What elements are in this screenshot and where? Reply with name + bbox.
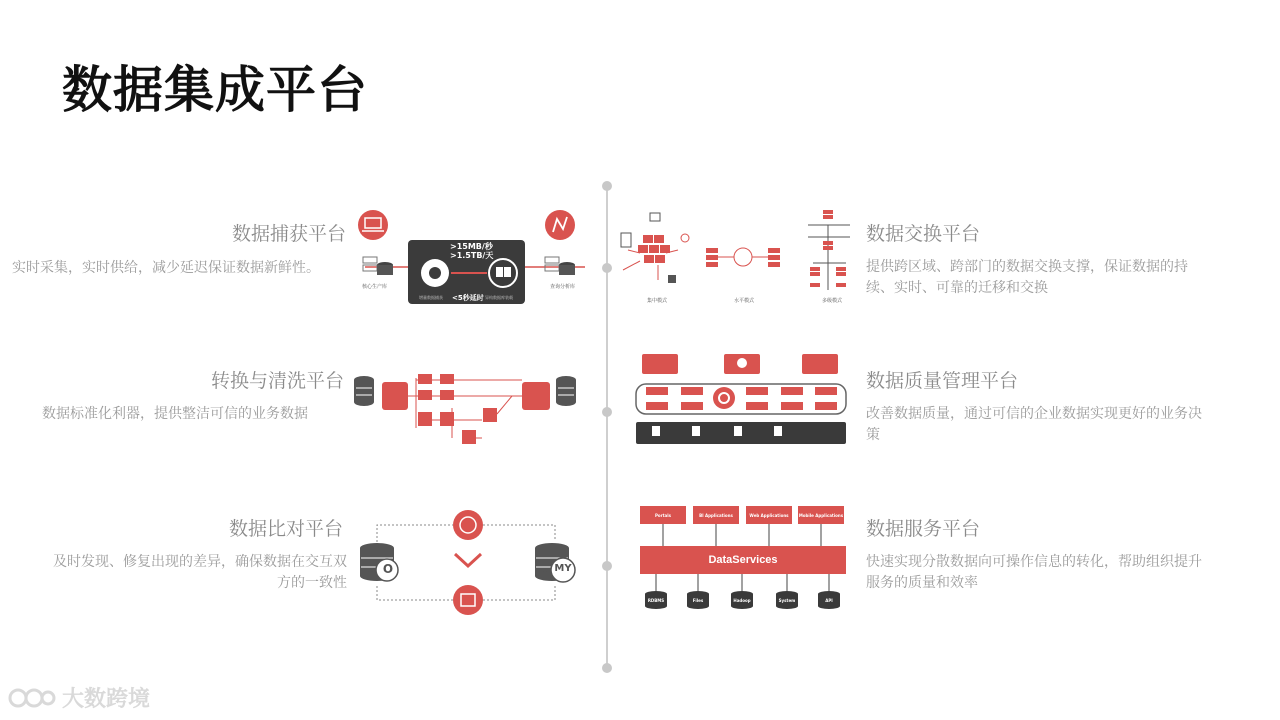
service-box-web: Web Applications	[746, 506, 792, 524]
exchange-mode-3: 多级模式	[822, 298, 843, 304]
service-diagram	[638, 506, 848, 612]
service-box-bi: BI Applications	[693, 506, 739, 524]
quality-diagram	[634, 352, 849, 447]
compare-db-left-label: O	[382, 562, 394, 576]
service-box-mobile: Mobile Applications	[798, 506, 844, 524]
capture-desc: 实时采集，实时供给，减少延迟保证数据新鲜性。	[12, 260, 320, 276]
service-db-files: Files	[692, 598, 704, 603]
quality-title: 数据质量管理平台	[866, 370, 1019, 392]
quality-desc: 改善数据质量，通过可信的企业数据实现更好的业务决策	[866, 406, 1202, 443]
exchange-mode-2: 水平模式	[734, 298, 755, 304]
service-db-api: API	[825, 598, 833, 603]
exchange-diagram	[618, 205, 858, 305]
capture-label-target: 查询分析库	[550, 284, 576, 290]
compare-title: 数据比对平台	[229, 518, 344, 540]
exchange-desc: 提供跨区域、跨部门的数据交换支撑，保证数据的持续、实时、可靠的迁移和交换	[866, 259, 1188, 296]
service-core-bar: DataServices	[640, 546, 846, 574]
capture-label-source: 核心生产库	[362, 284, 388, 290]
timeline-dot	[602, 663, 612, 673]
timeline-dot	[602, 181, 612, 191]
watermark-text: 大数跨境	[62, 687, 151, 712]
exchange-mode-1: 集中模式	[647, 298, 668, 304]
compare-desc-line-2: 方的一致性	[277, 575, 347, 591]
timeline-dot	[602, 561, 612, 571]
compare-db-right-label: MY	[554, 563, 572, 574]
service-title: 数据服务平台	[866, 518, 981, 540]
timeline-dot	[602, 263, 612, 273]
compare-desc-line-1: 及时发现、修复出现的差异，确保数据在交互双	[53, 554, 347, 570]
timeline-line	[606, 186, 608, 670]
service-db-hadoop: Hadoop	[733, 598, 751, 603]
capture-rate-2: >1.5TB/天	[450, 251, 494, 260]
service-box-portals: Portals	[640, 506, 686, 524]
page-title: 数据集成平台	[62, 61, 368, 119]
service-db-rdbms: RDBMS	[647, 598, 665, 603]
capture-title: 数据捕获平台	[232, 223, 347, 245]
watermark-logo-icon	[8, 685, 56, 711]
transform-title: 转换与清洗平台	[211, 370, 345, 392]
capture-label-a: 增量数据捕获	[419, 295, 443, 300]
capture-rate-1: >15MB/秒	[450, 242, 493, 251]
transform-desc: 数据标准化利器，提供整洁可信的业务数据	[42, 406, 308, 422]
compare-desc	[10, 552, 347, 594]
timeline-dot	[602, 407, 612, 417]
service-desc: 快速实现分散数据向可操作信息的转化，帮助组织提升服务的质量和效率	[866, 554, 1202, 591]
watermark	[8, 682, 150, 713]
transform-diagram	[352, 368, 587, 450]
exchange-title: 数据交换平台	[866, 223, 981, 245]
capture-label-b: 异构数据库装载	[485, 295, 513, 300]
capture-latency: <5秒延时	[452, 294, 484, 302]
service-db-system: System	[778, 598, 796, 603]
